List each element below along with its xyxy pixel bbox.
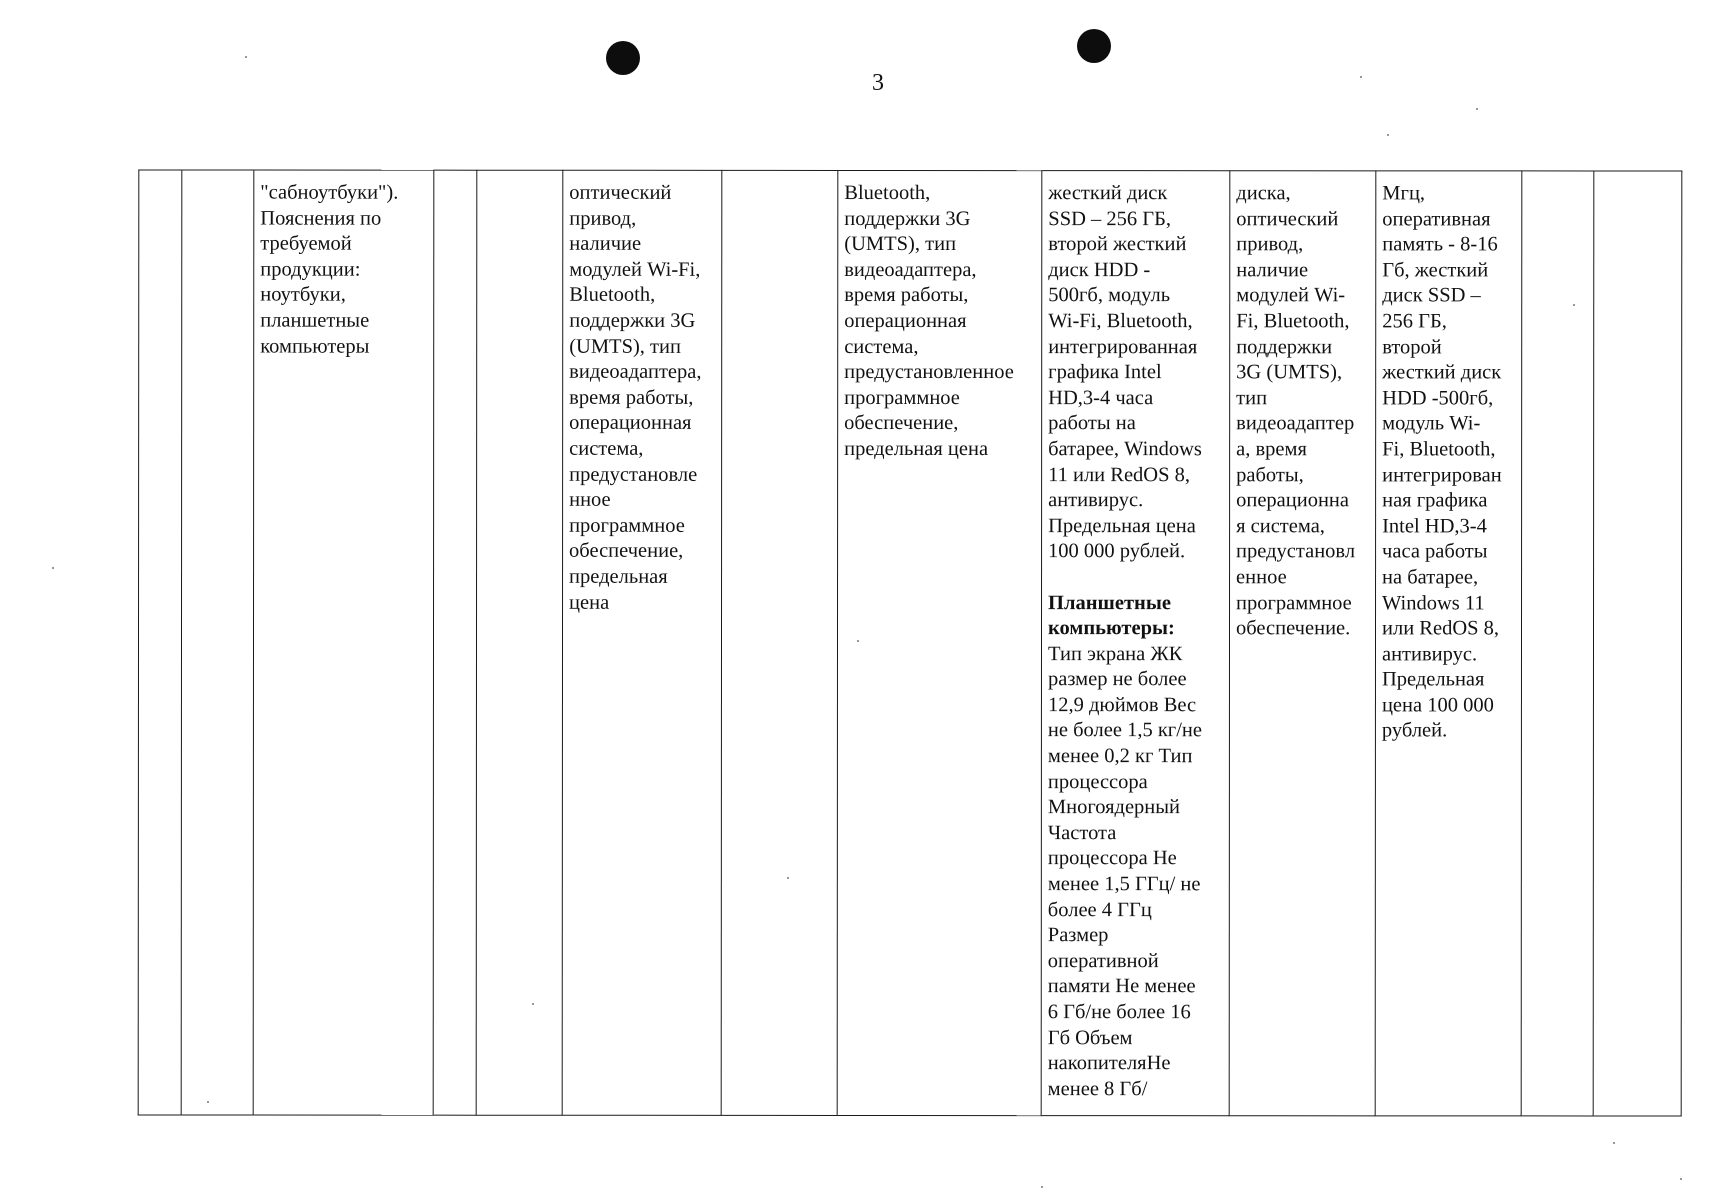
scan-speck <box>1680 1178 1682 1180</box>
laptop-spec-text: жесткий диск SSD – 256 ГБ, второй жесткий диск HDD - 500гб, модуль Wi-Fi, Bluetooth, интегрированная графика Intel HD,3-4 часа работы на батарее, Windows 11 или RedOS 8, антивирус. Предельная цена 100 000 рублей. <box>1048 182 1202 563</box>
table-cell-col2 <box>181 170 254 1115</box>
table-cell-col8: Bluetooth, поддержки 3G (UMTS), тип видеоадаптера, время работы, операционная система, предустановленное программное обеспечение, предельная цена <box>837 170 1042 1115</box>
scan-speck <box>857 640 859 642</box>
scan-speck <box>787 877 789 879</box>
table-cell-col12 <box>1521 171 1594 1116</box>
scan-speck <box>245 56 247 58</box>
scan-speck <box>1613 1142 1615 1144</box>
hole-punch-mark-left <box>606 41 640 75</box>
table-cell-col3: "сабноутбуки"). Пояснения по требуемой продукции: ноутбуки, планшетные компьютеры <box>253 170 434 1115</box>
table-cell-col11: Мгц, оперативная память - 8-16 Гб, жесткий диск SSD – 256 ГБ, второй жесткий диск HDD -500гб, модуль Wi- Fi, Bluetooth, интегрирован ная графика Intel HD,3-4 часа работы на батарее, Windows 11 или RedOS 8, антивирус. Предельная цена 100 000 рублей. <box>1375 171 1522 1116</box>
scan-speck <box>532 1003 534 1005</box>
table-row <box>138 170 1682 1116</box>
hole-punch-mark-right <box>1077 29 1111 63</box>
tablet-section-heading: Планшетные компьютеры: <box>1048 591 1175 640</box>
page-number: 3 <box>872 70 884 96</box>
specification-table <box>138 169 1683 1116</box>
table-cell-col9 <box>1041 171 1230 1116</box>
table-cell-col10: диска, оптический привод, наличие модулей Wi- Fi, Bluetooth, поддержки 3G (UMTS), тип видеоадаптер а, время работы, операционна я система, предустановл енное программное обеспечение. <box>1229 171 1376 1116</box>
scan-speck <box>207 1101 209 1103</box>
scan-speck <box>1387 134 1389 136</box>
scan-speck <box>1360 76 1362 78</box>
scan-speck <box>1573 304 1575 306</box>
scan-speck <box>1041 1186 1043 1188</box>
scan-speck <box>52 567 54 569</box>
tablet-spec-text: Тип экрана ЖК размер не более 12,9 дюймов Вес не более 1,5 кг/не менее 0,2 кг Тип процессора Многоядерный Частота процессора Не менее 1,5 ГГц/ не более 4 ГГц Размер оперативной памяти Не менее 6 Гб/не более 16 Гб Объем накопителяНе менее 8 Гб/ <box>1047 642 1202 1100</box>
table-cell-col1 <box>138 170 182 1115</box>
table-cell-col5 <box>476 170 563 1115</box>
table-cell-col13 <box>1593 171 1682 1116</box>
table-cell-col4 <box>433 170 477 1115</box>
table-cell-col7 <box>721 170 838 1115</box>
table-cell-col6: оптический привод, наличие модулей Wi-Fi, Bluetooth, поддержки 3G (UMTS), тип видеоадаптера, время работы, операционная система, предустановле нное программное обеспечение, предельная цена <box>562 170 722 1115</box>
scan-speck <box>1476 108 1478 110</box>
